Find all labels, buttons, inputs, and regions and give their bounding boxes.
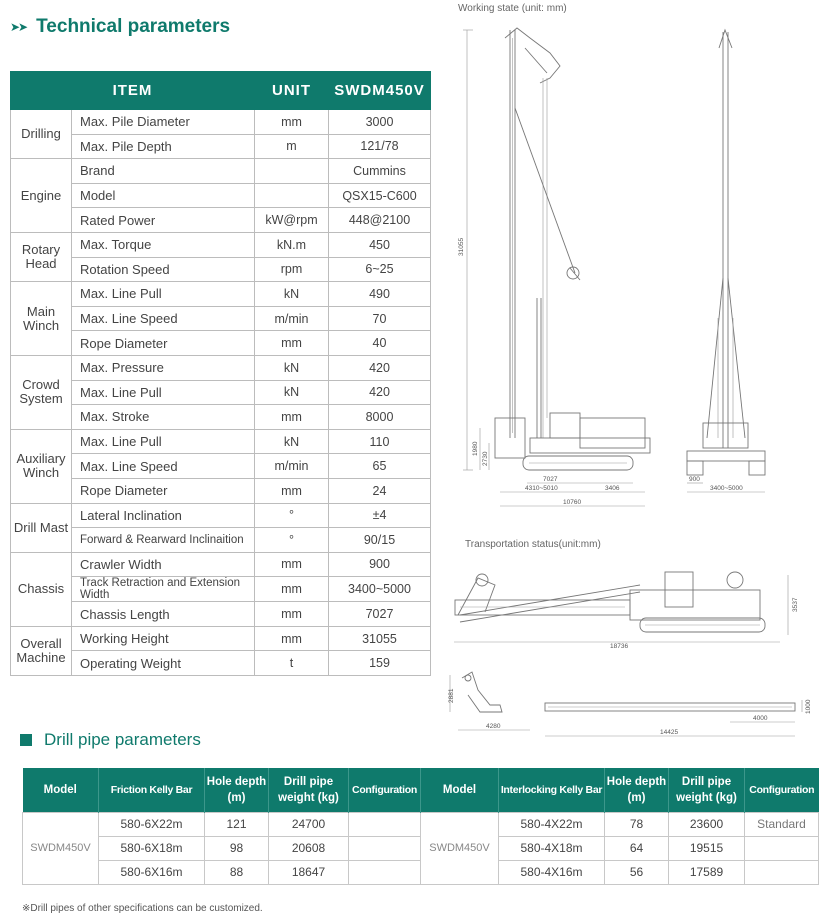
header-model: SWDM450V [329,72,431,110]
tech-item-name: Max. Torque [72,232,255,257]
interlocking-bar-cell: 580-4X16m [499,860,605,884]
pipe-header-row [23,768,819,812]
friction-weight-cell: 24700 [269,812,349,836]
tech-row [11,232,431,257]
friction-config-cell [349,860,421,884]
dim-track: 7027 [543,476,558,483]
tech-row [11,134,431,159]
tech-item-value: 159 [329,651,431,676]
tech-item-name: Max. Line Pull [72,380,255,405]
tech-item-name: Max. Pile Depth [72,134,255,159]
interlocking-bar-cell: 580-4X22m [499,812,605,836]
tech-section-title [10,16,230,38]
friction-bar-cell: 580-6X22m [99,812,205,836]
tech-item-value: QSX15-C600 [329,183,431,208]
friction-depth-cell: 98 [205,836,269,860]
tech-item-value: 490 [329,282,431,307]
footnote: ※Drill pipes of other specifications can be customized. [22,903,263,914]
tech-group-label: Drill Mast [11,503,72,552]
tech-item-unit: ° [255,528,329,553]
tech-item-value: Cummins [329,159,431,184]
tech-item-unit: m/min [255,454,329,479]
dim-t-h: 3537 [792,597,799,612]
header-interlocking: Interlocking Kelly Bar [499,768,605,812]
header-model-2: Model [421,768,499,812]
friction-config-cell [349,836,421,860]
tech-item-name: Brand [72,159,255,184]
tech-item-value: 900 [329,552,431,577]
interlocking-depth-cell: 78 [605,812,669,836]
transport-rig [454,572,799,650]
tech-item-name: Max. Line Speed [72,306,255,331]
interlocking-weight-cell: 17589 [669,860,745,884]
tech-item-unit: mm [255,552,329,577]
header-weight-2: Drill pipe weight (kg) [669,768,745,812]
tech-row [11,478,431,503]
tech-row [11,306,431,331]
friction-weight-cell: 18647 [269,860,349,884]
tech-row [11,208,431,233]
dim-tail: 3406 [605,485,620,492]
tech-item-value: 448@2100 [329,208,431,233]
double-arrow-icon: ➤➤ [10,20,27,34]
dim-k-len: 4000 [753,715,768,722]
friction-depth-cell: 121 [205,812,269,836]
tech-item-value: 24 [329,478,431,503]
dim-width-range: 3400~5000 [710,485,743,492]
tech-item-name: Track Retraction and Extension Width [72,577,255,602]
tech-item-name: Max. Line Pull [72,282,255,307]
tech-item-value: 450 [329,232,431,257]
interlocking-config-cell: Standard [745,812,819,836]
tech-item-name: Rated Power [72,208,255,233]
tech-group-label: Overall Machine [11,626,72,675]
tech-group-label: Main Winch [11,282,72,356]
interlocking-config-cell [745,836,819,860]
interlocking-bar-cell: 580-4X18m [499,836,605,860]
tech-header-row [11,72,431,110]
tech-item-unit: kW@rpm [255,208,329,233]
tech-row [11,380,431,405]
tech-item-unit: m/min [255,306,329,331]
tech-item-name: Max. Line Speed [72,454,255,479]
tech-group-label: Rotary Head [11,232,72,281]
dim-track-width: 900 [689,476,700,483]
interlocking-depth-cell: 56 [605,860,669,884]
tech-item-unit: kN [255,429,329,454]
header-config-1: Configuration [349,768,421,812]
tech-row [11,577,431,602]
tech-item-unit: kN.m [255,232,329,257]
friction-depth-cell: 88 [205,860,269,884]
tech-item-unit: mm [255,405,329,430]
tech-item-unit: kN [255,355,329,380]
tech-row [11,429,431,454]
header-config-2: Configuration [745,768,819,812]
tech-row [11,528,431,553]
tech-group-label: Drilling [11,110,72,159]
tech-item-name: Max. Pressure [72,355,255,380]
tech-item-unit: rpm [255,257,329,282]
kelly-bar-drawing [545,699,812,736]
friction-bar-cell: 580-6X16m [99,860,205,884]
tech-item-name: Rope Diameter [72,331,255,356]
tech-item-value: 8000 [329,405,431,430]
tech-item-unit: mm [255,626,329,651]
working-state-label: Working state (unit: mm) [458,3,567,14]
tech-item-name: Forward & Rearward Inclinaition [72,528,255,553]
tech-item-value: 420 [329,355,431,380]
tech-item-name: Max. Pile Diameter [72,110,255,135]
interlocking-depth-cell: 64 [605,836,669,860]
dim-k-h: 1000 [805,699,812,714]
tech-item-unit: m [255,134,329,159]
tech-item-value: 65 [329,454,431,479]
pipe-section-title [20,730,201,750]
mast-part-drawing [448,672,530,730]
square-bullet-icon [20,734,32,746]
tech-row [11,602,431,627]
transport-state-drawing [440,560,820,750]
tech-item-name: Chassis Length [72,602,255,627]
interlocking-weight-cell: 19515 [669,836,745,860]
tech-params-table [10,71,431,676]
tech-item-name: Operating Weight [72,651,255,676]
tech-item-name: Max. Stroke [72,405,255,430]
tech-item-value: 3400~5000 [329,577,431,602]
tech-title-text: Technical parameters [36,16,231,37]
friction-weight-cell: 20608 [269,836,349,860]
tech-row [11,183,431,208]
tech-item-name: Rotation Speed [72,257,255,282]
dim-d1: 1980 [472,441,479,456]
tech-item-name: Rope Diameter [72,478,255,503]
tech-item-unit: kN [255,380,329,405]
tech-item-value: 7027 [329,602,431,627]
tech-row [11,159,431,184]
tech-item-name: Max. Line Pull [72,429,255,454]
header-unit: UNIT [255,72,329,110]
tech-item-unit: mm [255,331,329,356]
tech-item-value: 6~25 [329,257,431,282]
tech-item-value: 31055 [329,626,431,651]
tech-row [11,405,431,430]
tech-item-value: ±4 [329,503,431,528]
tech-row [11,331,431,356]
tech-table-body [11,110,431,676]
tech-item-value: 420 [329,380,431,405]
dim-k-total: 14425 [660,729,679,736]
tech-item-name: Working Height [72,626,255,651]
dim-m-h: 2881 [448,688,455,703]
tech-item-unit: mm [255,110,329,135]
pipe-row [23,812,819,836]
tech-item-unit [255,183,329,208]
tech-row [11,651,431,676]
tech-group-label: Chassis [11,552,72,626]
tech-item-unit: mm [255,577,329,602]
tech-item-value: 70 [329,306,431,331]
dim-d2: 2730 [482,451,489,466]
tech-item-value: 3000 [329,110,431,135]
header-model-1: Model [23,768,99,812]
front-view-rig [687,30,765,492]
tech-item-name: Model [72,183,255,208]
dim-height: 31055 [458,237,465,256]
tech-row [11,282,431,307]
tech-row [11,110,431,135]
header-friction: Friction Kelly Bar [99,768,205,812]
working-state-drawing [455,18,775,513]
tech-row [11,503,431,528]
tech-group-label: Auxiliary Winch [11,429,72,503]
tech-row [11,626,431,651]
tech-row [11,454,431,479]
tech-item-name: Crawler Width [72,552,255,577]
tech-row [11,257,431,282]
dim-t-len: 18736 [610,643,629,650]
pipe-model-cell: SWDM450V [23,812,99,884]
tech-item-unit: mm [255,602,329,627]
transport-state-label: Transportation status(unit:mm) [465,539,601,550]
dim-reach: 4310~5010 [525,485,558,492]
tech-item-unit: ° [255,503,329,528]
dim-total: 10760 [563,499,582,506]
tech-group-label: Crowd System [11,355,72,429]
friction-config-cell [349,812,421,836]
tech-item-value: 90/15 [329,528,431,553]
drill-pipe-table [22,768,819,885]
header-item: ITEM [11,72,255,110]
pipe-table-body [23,812,819,884]
tech-row [11,355,431,380]
interlocking-config-cell [745,860,819,884]
tech-item-unit: t [255,651,329,676]
side-view-rig [458,28,650,506]
interlocking-weight-cell: 23600 [669,812,745,836]
pipe-title-text: Drill pipe parameters [44,730,201,749]
tech-group-label: Engine [11,159,72,233]
tech-item-unit [255,159,329,184]
friction-bar-cell: 580-6X18m [99,836,205,860]
dim-m-len: 4280 [486,723,501,730]
header-depth-2: Hole depth (m) [605,768,669,812]
tech-item-value: 40 [329,331,431,356]
header-weight-1: Drill pipe weight (kg) [269,768,349,812]
tech-item-value: 121/78 [329,134,431,159]
tech-item-value: 110 [329,429,431,454]
tech-item-unit: mm [255,478,329,503]
pipe-model-cell: SWDM450V [421,812,499,884]
tech-row [11,552,431,577]
header-depth-1: Hole depth (m) [205,768,269,812]
tech-item-name: Lateral Inclination [72,503,255,528]
tech-item-unit: kN [255,282,329,307]
